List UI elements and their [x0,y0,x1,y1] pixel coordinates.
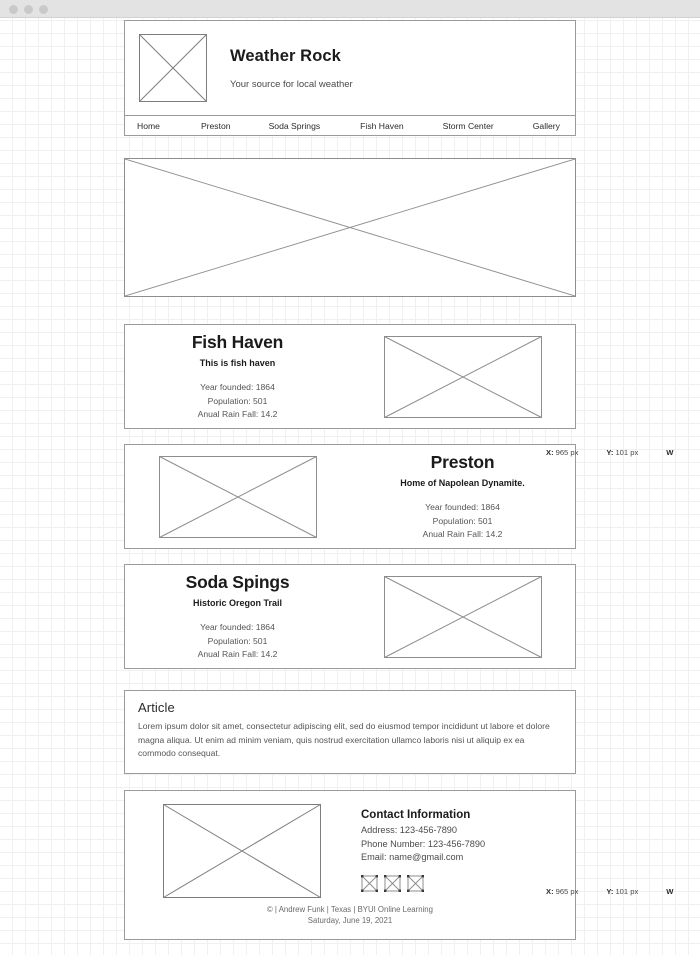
soda-springs-media [350,576,575,658]
social-icon-1[interactable] [361,875,378,892]
fact-population: Population: 501 [207,395,268,406]
nav-item-home[interactable]: Home [137,120,160,131]
site-navigation[interactable] [125,115,575,135]
fact-year-founded: Year founded: 1864 [425,502,500,513]
preston-facts [350,501,575,540]
wireframe-canvas[interactable] [0,18,700,955]
hud-x-top [546,448,578,457]
soda-springs-facts [125,621,350,660]
header-branding [125,21,575,115]
section-fish-haven [124,324,576,429]
hud-y-key: Y: [606,448,614,457]
fact-population: Population: 501 [207,635,268,646]
social-icon-3[interactable] [407,875,424,892]
hud-x-key: X: [546,448,554,457]
footer-main [125,791,575,904]
hud-y-value: 101 px [615,448,639,457]
hud-y-key: Y: [606,887,614,896]
section-article [124,690,576,774]
maximize-button[interactable] [39,5,48,14]
soda-springs-subtitle: Historic Oregon Trail [192,598,283,609]
fact-rainfall: Anual Rain Fall: 14.2 [422,528,503,539]
hud-y-bottom [606,887,638,896]
nav-item-storm-center[interactable]: Storm Center [442,120,494,131]
contact-block [359,809,575,892]
hud-w-key-top: W [666,448,674,457]
fact-rainfall: Anual Rain Fall: 14.2 [197,648,278,659]
header-text-block [230,47,353,90]
fish-haven-media [350,336,575,418]
hero-banner [124,158,576,297]
hero-image-placeholder-icon [125,159,575,296]
window-titlebar [0,0,700,18]
date-line: Saturday, June 19, 2021 [307,916,393,926]
section-preston [124,444,576,549]
fish-haven-title: Fish Haven [191,332,284,353]
contact-title: Contact Information [361,809,471,822]
preston-subtitle: Home of Napolean Dynamite. [400,478,525,489]
contact-email[interactable]: Email: name@gmail.com [361,851,464,862]
fact-population: Population: 501 [432,515,493,526]
hud-readout-top [546,448,675,457]
fact-year-founded: Year founded: 1864 [200,382,275,393]
hud-w-key-bottom: W [666,887,674,896]
section-soda-springs [124,564,576,669]
footer-legal [125,904,575,939]
article-body: Lorem ipsum dolor sit amet, consectetur adipiscing elit, sed do eiusmod tempor incididunt ut labore et dolore magna aliqua. Ut enim ad minim veniam, quis nostrud exercitation ullamco laboris nisi ut aliquip ex ea commodo consequat. [138,721,550,759]
preston-image-placeholder-icon [159,456,317,538]
fact-year-founded: Year founded: 1864 [200,622,275,633]
social-icon-2[interactable] [384,875,401,892]
contact-phone: Phone Number: 123-456-7890 [361,838,486,849]
wireframe-page [124,20,576,952]
nav-item-fish-haven[interactable]: Fish Haven [360,120,404,131]
fish-haven-text [125,332,350,420]
fish-haven-facts [125,381,350,420]
hud-x-bottom [546,887,578,896]
preston-media [125,456,350,538]
contact-image-placeholder-icon [163,804,321,898]
social-links[interactable] [361,875,575,892]
hud-x-value: 965 px [555,887,579,896]
nav-item-preston[interactable]: Preston [200,120,231,131]
contact-address: Address: 123-456-7890 [361,825,458,836]
site-footer [124,790,576,940]
hud-y-top [606,448,638,457]
hud-x-key: X: [546,887,554,896]
soda-springs-text [125,572,350,660]
minimize-button[interactable] [24,5,33,14]
hud-y-value: 101 px [615,887,639,896]
site-tagline: Your source for local weather [230,78,353,90]
hud-x-value: 965 px [555,448,579,457]
logo-placeholder-icon [139,34,207,102]
site-title: Weather Rock [230,46,341,65]
nav-item-soda-springs[interactable]: Soda Springs [268,120,321,131]
copyright-line: © | Andrew Funk | Texas | BYUI Online Learning [267,904,433,914]
close-button[interactable] [9,5,18,14]
hud-readout-bottom [546,887,675,896]
fish-haven-subtitle: This is fish haven [199,358,276,369]
article-title: Article [138,700,175,715]
nav-item-gallery[interactable]: Gallery [532,120,560,131]
fish-haven-image-placeholder-icon [384,336,542,418]
footer-media [125,804,359,898]
site-header [124,20,576,136]
soda-springs-image-placeholder-icon [384,576,542,658]
soda-springs-title: Soda Spings [185,572,290,593]
fact-rainfall: Anual Rain Fall: 14.2 [197,408,278,419]
preston-text [350,452,575,540]
preston-title: Preston [430,452,495,473]
